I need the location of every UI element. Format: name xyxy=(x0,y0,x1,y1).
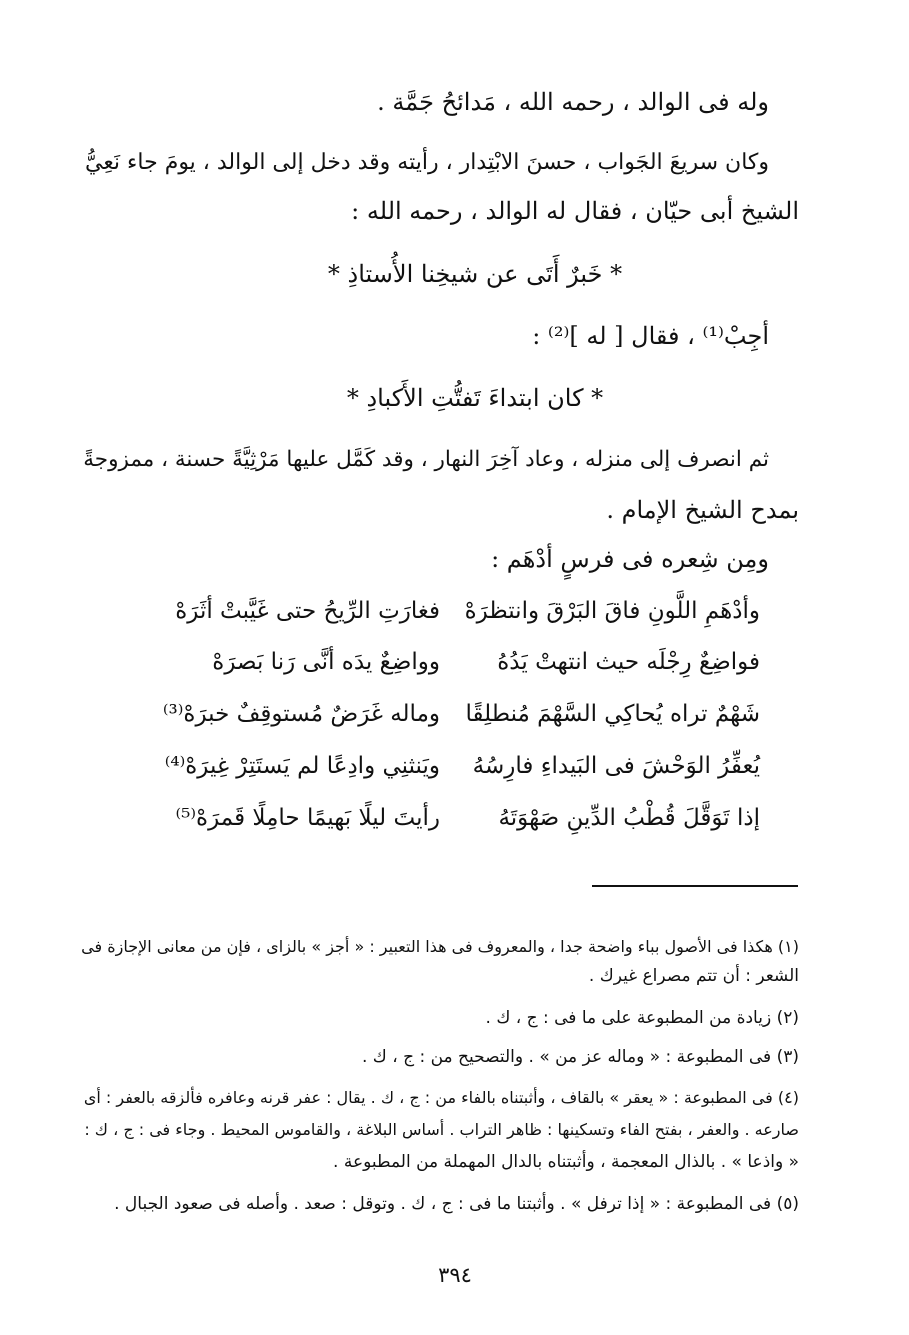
footnote-4-line-3: « واذعا » . بالذال المعجمة ، وأثبتناه بالدال المهملة من المطبوعة . xyxy=(333,1152,799,1172)
body-paragraph-2-line-1: وكان سريعَ الجَواب ، حسنَ الابْتِدار ، رأيته وقد دخل إلى الوالد ، يومَ جاء نَعِيُّ xyxy=(84,150,769,175)
verse-4-second-hemistich: ويَنثنِي وادِعًا لم يَستَتِرْ غِيرَهْ⁽⁴⁾ xyxy=(164,753,440,779)
footnote-4-line-2: صارعه . والعفر ، بفتح الفاء وتسكينها : ظاهر التراب . أساس البلاغة ، والقاموس المحيط . وجاء فى : ج ، ك : xyxy=(84,1120,799,1139)
footnote-5: (٥) فى المطبوعة : « إذا ترفل » . وأثبتنا ما فى : ج ، ك . وتوقل : صعد . وأصله فى صعود الجبال . xyxy=(114,1194,799,1214)
quoted-hemistich-2: * كان ابتداءَ تَفتُّتِ الأَكبادِ * xyxy=(346,384,604,412)
poem-intro: ومِن شِعره فى فرسٍ أدْهَم : xyxy=(491,545,769,573)
verse-2-second-hemistich: وواضِعٌ يدَه أنَّى رَنا بَصرَهْ xyxy=(212,649,440,675)
footnote-4-line-1: (٤) فى المطبوعة : « يعقر » بالقاف ، وأثبتناه بالفاء من : ج ، ك . يقال : عفر قرنه وعافره فألزقه بالعفر : أى xyxy=(83,1088,799,1107)
footnote-1-line-1: (١) هكذا فى الأصول بباء واضحة جدا ، والمعروف فى هذا التعبير : « أجز » بالزاى ، فإن من معانى الإجازة فى xyxy=(81,937,799,956)
body-paragraph-3-line-2: بمدح الشيخ الإمام . xyxy=(606,496,799,524)
page-number: ٣٩٤ xyxy=(438,1263,472,1287)
footnote-separator xyxy=(592,885,798,887)
verse-3-first-hemistich: شَهْمٌ تراه يُحاكِي السَّهْمَ مُنطلِقًا xyxy=(465,701,760,727)
verse-row-3 xyxy=(120,697,760,731)
verse-1-first-hemistich: وأدْهَمِ اللَّونِ فاقَ البَرْقَ وانتظرَهْ xyxy=(464,598,760,624)
verse-1-second-hemistich: فغارَتِ الرِّيحُ حتى غَيَّبتْ أثَرَهْ xyxy=(175,598,440,624)
verse-row-5 xyxy=(120,801,760,835)
footnote-3: (٣) فى المطبوعة : « وماله عز من » . والتصحيح من : ج ، ك . xyxy=(361,1047,799,1067)
verse-5-second-hemistich: رأيتَ ليلًا بَهيمًا حامِلًا قَمرَهْ⁽⁵⁾ xyxy=(175,805,440,831)
verse-4-first-hemistich: يُعفِّرُ الوَحْشَ فى البَيداءِ فارِسُهُ xyxy=(472,753,760,779)
verse-2-first-hemistich: فواضِعٌ رِجْلَه حيث انتهتْ يَدُهُ xyxy=(497,649,760,675)
footnote-1-line-2: الشعر : أن تتم مصراع غيرك . xyxy=(588,966,799,986)
reply-line: أجِبْ⁽¹⁾ ، فقال [ له ]⁽²⁾ : xyxy=(532,322,769,350)
quoted-hemistich-1: * خَبرٌ أَتَى عن شيخِنا الأُستاذِ * xyxy=(327,260,623,288)
verse-row-4 xyxy=(120,749,760,783)
footnote-2: (٢) زيادة من المطبوعة على ما فى : ج ، ك . xyxy=(485,1008,799,1028)
verse-row-1 xyxy=(120,594,760,628)
verse-row-2 xyxy=(120,645,760,679)
verse-3-second-hemistich: وماله غَرَضٌ مُستوقِفٌ خبرَهْ⁽³⁾ xyxy=(162,701,440,727)
verse-5-first-hemistich: إذا تَوَقَّلَ قُطْبُ الدِّينِ صَهْوَتَهُ xyxy=(498,805,760,831)
body-paragraph-2-line-2: الشيخ أبى حيّان ، فقال له الوالد ، رحمه الله : xyxy=(351,197,799,225)
body-line-1: وله فى الوالد ، رحمه الله ، مَدائحُ جَمَّة . xyxy=(377,88,769,116)
body-paragraph-3-line-1: ثم انصرف إلى منزله ، وعاد آخِرَ النهار ، وقد كَمَّل عليها مَرْثِيَّةً حسنة ، ممزوجةً xyxy=(83,447,769,472)
